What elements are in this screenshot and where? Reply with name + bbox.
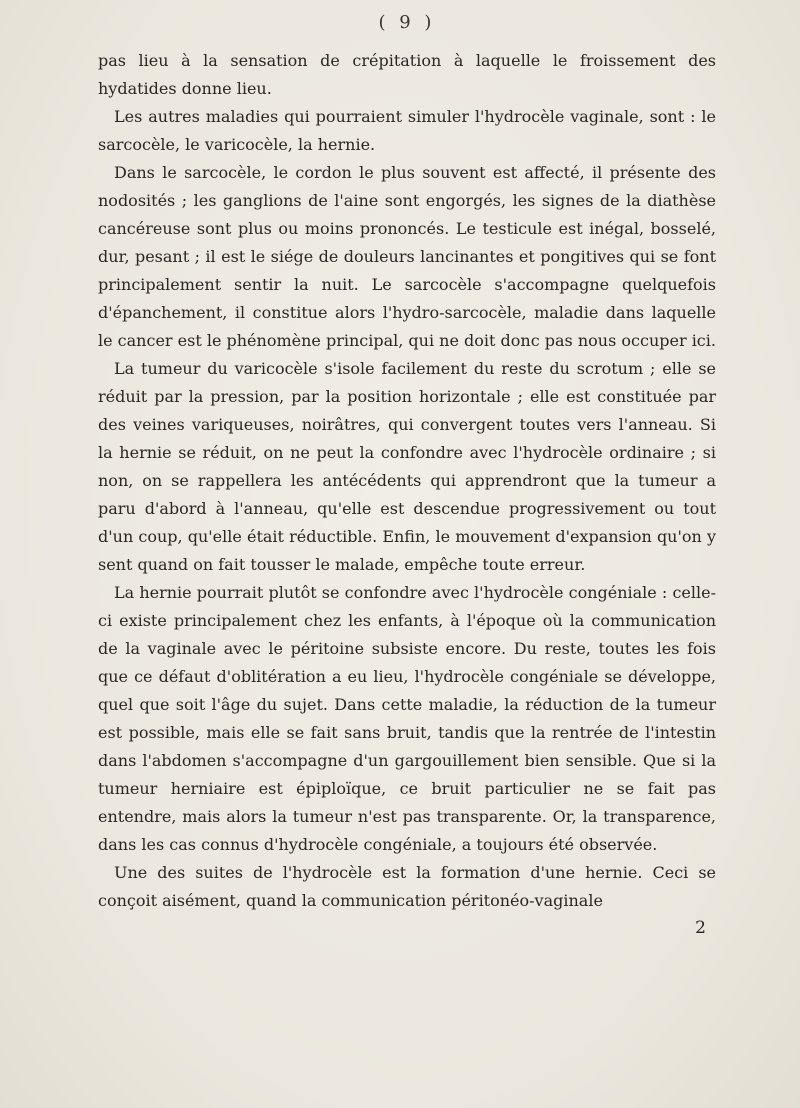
signature-mark: 2 <box>695 918 706 938</box>
page-number: ( 9 ) <box>378 12 436 33</box>
paragraph-hydrocele-consequences: Une des suites de l'hydrocèle est la formation d'une hernie. Ceci se conçoit aisément, quand la communication péritonéo-vaginale <box>98 863 716 910</box>
paragraph-differential-list: Les autres maladies qui pourraient simuler l'hydrocèle vaginale, sont : le sarcocèle, le varicocèle, la hernie. <box>98 107 716 154</box>
body-text <box>98 47 716 915</box>
paragraph-varicocele: La tumeur du varicocèle s'isole facilement du reste du scrotum ; elle se réduit par la pression, par la position horizontale ; elle est constituée par des veines variqueuses, noirâtres, qui convergent toutes vers l'anneau. Si la hernie se réduit, on ne peut la confondre avec l'hydrocèle ordinaire ; si non, on se rappellera les antécédents qui apprendront que la tumeur a paru d'abord à l'anneau, qu'elle est descendue progressivement ou tout d'un coup, qu'elle était réductible. Enfin, le mouvement d'expansion qu'on y sent quand on fait tousser le malade, empêche toute erreur. <box>98 359 716 574</box>
paragraph-sarcocele: Dans le sarcocèle, le cordon le plus souvent est affecté, il présente des nodosités ; les ganglions de l'aine sont engorgés, les signes de la diathèse cancéreuse sont plus ou moins prononcés. Le testicule est inégal, bosselé, dur, pesant ; il est le siége de douleurs lancinantes et pongitives qui se font principalement sentir la nuit. Le sarcocèle s'accompagne quelquefois d'épanchement, il constitue alors l'hydro-sarcocèle, maladie dans laquelle le cancer est le phénomène principal, qui ne doit donc pas nous occuper ici. <box>98 163 716 350</box>
paragraph-hernia: La hernie pourrait plutôt se confondre avec l'hydrocèle congéniale : celle-ci existe principalement chez les enfants, à l'époque où la communication de la vaginale avec le péritoine subsiste encore. Du reste, toutes les fois que ce défaut d'oblitération a eu lieu, l'hydrocèle congéniale se développe, quel que soit l'âge du sujet. Dans cette maladie, la réduction de la tumeur est possible, mais elle se fait sans bruit, tandis que la rentrée de l'intestin dans l'abdomen s'accompagne d'un gargouillement bien sensible. Que si la tumeur herniaire est épiploïque, ce bruit particulier ne se fait pas entendre, mais alors la tumeur n'est pas transparente. Or, la transparence, dans les cas connus d'hydrocèle congéniale, a toujours été observée. <box>98 583 716 854</box>
paragraph-continuation: pas lieu à la sensation de crépitation à laquelle le froissement des hydatides donne lieu. <box>98 51 716 98</box>
